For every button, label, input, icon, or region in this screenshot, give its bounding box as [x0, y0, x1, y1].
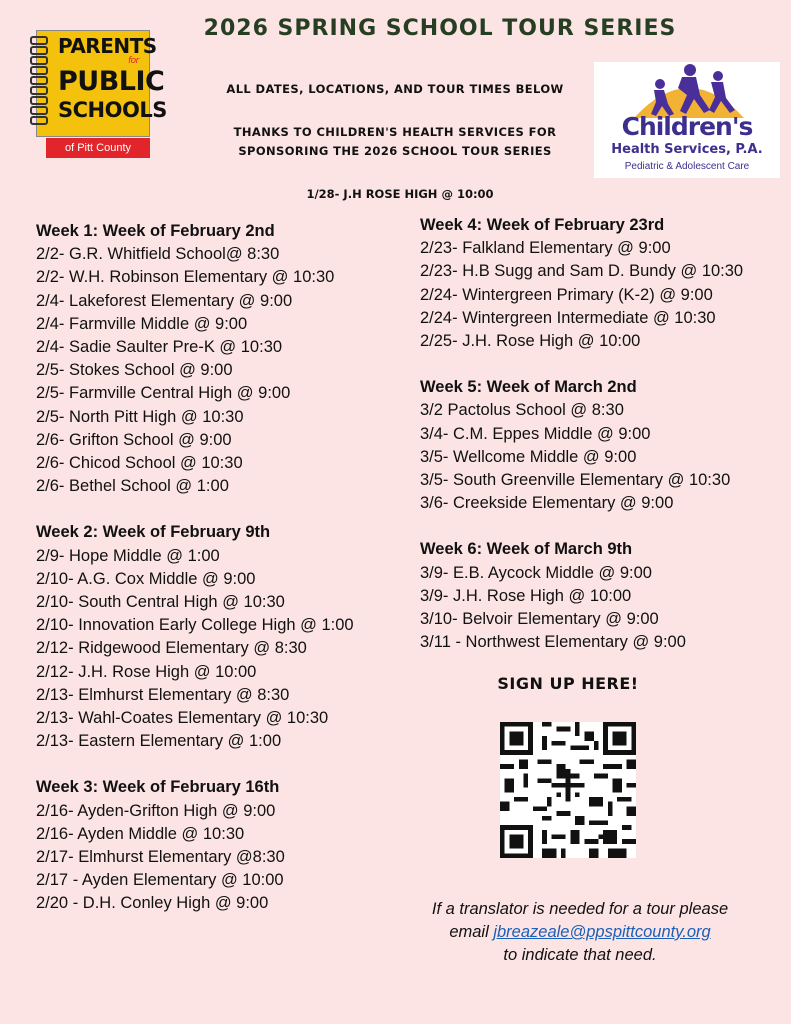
tour-item: 3/4- C.M. Eppes Middle @ 9:00 — [420, 424, 651, 443]
tour-item: 2/5- Stokes School @ 9:00 — [36, 361, 233, 380]
week-block — [420, 214, 780, 353]
week-block — [420, 538, 780, 654]
week-heading: Week 6: Week of March 9th — [420, 540, 633, 559]
sponsor-line-1: THANKS TO CHILDREN'S HEALTH SERVICES FOR — [233, 125, 557, 139]
signup-heading: SIGN UP HERE! — [497, 674, 639, 693]
tour-item: 3/5- Wellcome Middle @ 9:00 — [420, 447, 637, 466]
tour-item: 2/16- Ayden-Grifton High @ 9:00 — [36, 801, 276, 820]
tour-item: 2/12- Ridgewood Elementary @ 8:30 — [36, 639, 307, 658]
email-prefix: email — [449, 923, 494, 941]
week-block — [420, 376, 780, 515]
tour-item: 2/5- Farmville Central High @ 9:00 — [36, 384, 291, 403]
tour-item: 3/11 - Northwest Elementary @ 9:00 — [420, 633, 686, 652]
chs-pediatric: Pediatric & Adolescent Care — [624, 161, 750, 172]
subtitle-dates: ALL DATES, LOCATIONS, AND TOUR TIMES BELOW — [226, 82, 564, 96]
tour-item: 2/6- Chicod School @ 10:30 — [36, 454, 243, 473]
tour-item: 2/16- Ayden Middle @ 10:30 — [36, 824, 245, 843]
translator-note — [395, 898, 765, 967]
tour-item: 3/2 Pactolus School @ 8:30 — [420, 401, 624, 420]
tour-item: 2/23- H.B Sugg and Sam D. Bundy @ 10:30 — [420, 262, 744, 281]
tour-item: 2/17 - Ayden Elementary @ 10:00 — [36, 871, 284, 890]
tour-item: 2/13- Elmhurst Elementary @ 8:30 — [36, 685, 290, 704]
chs-health-services: Health Services, P.A. — [611, 142, 763, 157]
pps-word-for: for — [128, 56, 139, 66]
tour-item: 2/4- Lakeforest Elementary @ 9:00 — [36, 291, 293, 310]
email-link[interactable]: jbreazeale@ppspittcounty.org — [493, 923, 711, 941]
sponsor-line-2: SPONSORING THE 2026 SCHOOL TOUR SERIES — [238, 144, 552, 158]
tour-item: 2/9- Hope Middle @ 1:00 — [36, 546, 220, 565]
pps-word-public: PUBLIC — [58, 66, 165, 97]
schedule-left-column — [36, 220, 416, 916]
translator-note-line: If a translator is needed for a tour please — [431, 900, 729, 918]
week-block — [36, 776, 416, 915]
special-tour-date: 1/28- J.H ROSE HIGH @ 10:00 — [306, 187, 494, 201]
tour-item: 2/10- Innovation Early College High @ 1:00 — [36, 616, 354, 635]
chs-logo — [594, 62, 780, 178]
tour-item: 2/12- J.H. Rose High @ 10:00 — [36, 662, 257, 681]
tour-item: 2/2- W.H. Robinson Elementary @ 10:30 — [36, 268, 335, 287]
tour-item: 2/4- Sadie Saulter Pre-K @ 10:30 — [36, 338, 283, 357]
tour-item: 3/10- Belvoir Elementary @ 9:00 — [420, 610, 659, 629]
tour-item: 2/20 - D.H. Conley High @ 9:00 — [36, 894, 269, 913]
tour-item: 2/10- South Central High @ 10:30 — [36, 593, 285, 612]
tour-item: 2/6- Grifton School @ 9:00 — [36, 430, 232, 449]
pps-word-schools: SCHOOLS — [58, 98, 167, 122]
tour-item: 2/13- Eastern Elementary @ 1:00 — [36, 732, 282, 751]
tour-item: 2/25- J.H. Rose High @ 10:00 — [420, 332, 641, 351]
tour-item: 2/5- North Pitt High @ 10:30 — [36, 407, 244, 426]
week-block — [36, 220, 416, 498]
tour-item: 2/4- Farmville Middle @ 9:00 — [36, 314, 248, 333]
pps-logo — [30, 26, 167, 158]
week-heading: Week 2: Week of February 9th — [36, 523, 271, 542]
schedule-right-column — [420, 214, 780, 654]
tour-item: 2/10- A.G. Cox Middle @ 9:00 — [36, 569, 256, 588]
tour-item: 2/13- Wahl-Coates Elementary @ 10:30 — [36, 709, 329, 728]
tour-item: 3/5- South Greenville Elementary @ 10:30 — [420, 471, 731, 490]
tour-item: 2/2- G.R. Whitfield School@ 8:30 — [36, 245, 280, 264]
tour-item: 2/24- Wintergreen Primary (K-2) @ 9:00 — [420, 285, 713, 304]
week-heading: Week 1: Week of February 2nd — [36, 222, 275, 240]
pps-word-parents: PARENTS — [58, 34, 157, 58]
week-heading: Week 5: Week of March 2nd — [420, 378, 637, 397]
tour-item: 2/24- Wintergreen Intermediate @ 10:30 — [420, 308, 716, 327]
tour-item: 2/17- Elmhurst Elementary @8:30 — [36, 848, 285, 867]
translator-email-line — [395, 921, 765, 944]
page-title: 2026 SPRING SCHOOL TOUR SERIES — [203, 16, 677, 41]
week-heading: Week 3: Week of February 16th — [36, 778, 280, 797]
tour-item: 3/9- J.H. Rose High @ 10:00 — [420, 586, 632, 605]
week-heading: Week 4: Week of February 23rd — [420, 216, 665, 234]
week-block — [36, 521, 416, 753]
pps-county-banner: of Pitt County — [46, 138, 150, 158]
tour-item: 3/9- E.B. Aycock Middle @ 9:00 — [420, 563, 652, 582]
tour-item: 2/23- Falkland Elementary @ 9:00 — [420, 239, 671, 258]
qr-code-icon[interactable] — [500, 722, 636, 858]
tour-item: 3/6- Creekside Elementary @ 9:00 — [420, 494, 674, 513]
tour-item: 2/6- Bethel School @ 1:00 — [36, 477, 229, 496]
translator-note-line: to indicate that need. — [503, 946, 657, 964]
chs-name: Children's — [621, 112, 753, 141]
